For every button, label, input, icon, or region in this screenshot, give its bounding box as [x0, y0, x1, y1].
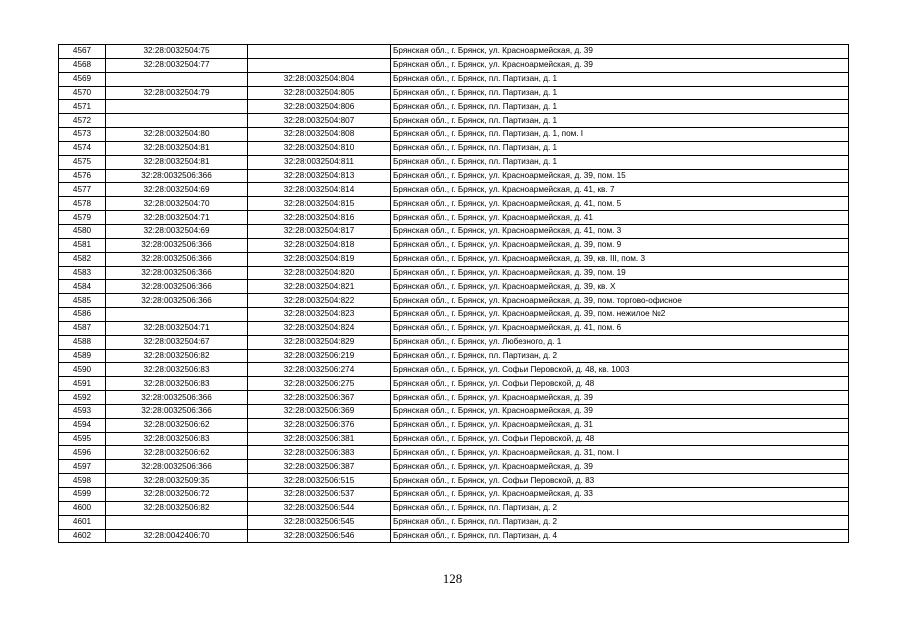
object-cadastral-number-cell: 32:28:0032504:824: [248, 321, 391, 335]
row-number-cell: 4602: [59, 529, 106, 543]
cadastral-number-cell: 32:28:0032504:70: [106, 197, 248, 211]
table-row: [59, 114, 849, 128]
object-cadastral-number-cell: 32:28:0032504:808: [248, 128, 391, 142]
cadastral-number-cell: [106, 515, 248, 529]
address-cell: Брянская обл., г. Брянск, пл. Партизан, д. 1, пом. I: [391, 128, 849, 142]
object-cadastral-number-cell: 32:28:0032506:219: [248, 349, 391, 363]
row-number-cell: 4581: [59, 238, 106, 252]
table-row: [59, 72, 849, 86]
row-number-cell: 4597: [59, 460, 106, 474]
row-number-cell: 4590: [59, 363, 106, 377]
address-cell: Брянская обл., г. Брянск, ул. Красноармейская, д. 39: [391, 391, 849, 405]
row-number-cell: 4571: [59, 100, 106, 114]
object-cadastral-number-cell: 32:28:0032504:813: [248, 169, 391, 183]
object-cadastral-number-cell: 32:28:0032506:544: [248, 501, 391, 515]
object-cadastral-number-cell: 32:28:0032506:545: [248, 515, 391, 529]
registry-table: [58, 44, 849, 543]
cadastral-number-cell: [106, 308, 248, 322]
cadastral-number-cell: 32:28:0032506:366: [106, 252, 248, 266]
table-row: [59, 460, 849, 474]
table-row: [59, 169, 849, 183]
cadastral-number-cell: 32:28:0032504:79: [106, 86, 248, 100]
cadastral-number-cell: 32:28:0032504:81: [106, 155, 248, 169]
table-row: [59, 404, 849, 418]
row-number-cell: 4572: [59, 114, 106, 128]
cadastral-number-cell: 32:28:0032504:81: [106, 141, 248, 155]
row-number-cell: 4588: [59, 335, 106, 349]
cadastral-number-cell: 32:28:0032506:83: [106, 377, 248, 391]
cadastral-number-cell: 32:28:0032506:83: [106, 363, 248, 377]
row-number-cell: 4568: [59, 58, 106, 72]
table-row: [59, 515, 849, 529]
table-row: [59, 100, 849, 114]
page-number: 128: [442, 571, 463, 586]
table-row: [59, 488, 849, 502]
cadastral-number-cell: 32:28:0032504:69: [106, 183, 248, 197]
row-number-cell: 4587: [59, 321, 106, 335]
row-number-cell: 4600: [59, 501, 106, 515]
table-row: [59, 501, 849, 515]
row-number-cell: 4584: [59, 280, 106, 294]
table-row: [59, 294, 849, 308]
table-row: [59, 349, 849, 363]
table-row: [59, 86, 849, 100]
row-number-cell: 4593: [59, 404, 106, 418]
object-cadastral-number-cell: 32:28:0032504:814: [248, 183, 391, 197]
address-cell: Брянская обл., г. Брянск, пл. Партизан, д. 1: [391, 114, 849, 128]
row-number-cell: 4582: [59, 252, 106, 266]
object-cadastral-number-cell: 32:28:0032504:823: [248, 308, 391, 322]
table-row: [59, 58, 849, 72]
address-cell: Брянская обл., г. Брянск, ул. Красноармейская, д. 31, пом. I: [391, 446, 849, 460]
table-row: [59, 280, 849, 294]
address-cell: Брянская обл., г. Брянск, пл. Партизан, д. 1: [391, 141, 849, 155]
row-number-cell: 4575: [59, 155, 106, 169]
cadastral-number-cell: 32:28:0032506:366: [106, 404, 248, 418]
object-cadastral-number-cell: 32:28:0032504:821: [248, 280, 391, 294]
cadastral-number-cell: 32:28:0032506:366: [106, 266, 248, 280]
address-cell: Брянская обл., г. Брянск, ул. Красноармейская, д. 39, пом. торгово-офисное: [391, 294, 849, 308]
table-row: [59, 183, 849, 197]
table-row: [59, 363, 849, 377]
table-row: [59, 391, 849, 405]
object-cadastral-number-cell: 32:28:0032506:546: [248, 529, 391, 543]
address-cell: Брянская обл., г. Брянск, пл. Партизан, д. 4: [391, 529, 849, 543]
row-number-cell: 4592: [59, 391, 106, 405]
address-cell: Брянская обл., г. Брянск, ул. Красноармейская, д. 41, пом. 3: [391, 224, 849, 238]
cadastral-number-cell: 32:28:0032504:75: [106, 45, 248, 59]
row-number-cell: 4595: [59, 432, 106, 446]
row-number-cell: 4576: [59, 169, 106, 183]
row-number-cell: 4570: [59, 86, 106, 100]
registry-table-body: [59, 45, 849, 543]
row-number-cell: 4586: [59, 308, 106, 322]
object-cadastral-number-cell: 32:28:0032504:815: [248, 197, 391, 211]
cadastral-number-cell: 32:28:0032506:82: [106, 349, 248, 363]
row-number-cell: 4585: [59, 294, 106, 308]
cadastral-number-cell: 32:28:0032504:80: [106, 128, 248, 142]
object-cadastral-number-cell: 32:28:0032506:537: [248, 488, 391, 502]
cadastral-number-cell: 32:28:0032506:366: [106, 460, 248, 474]
address-cell: Брянская обл., г. Брянск, ул. Красноармейская, д. 39, пом. 15: [391, 169, 849, 183]
table-row: [59, 141, 849, 155]
address-cell: Брянская обл., г. Брянск, пл. Партизан, д. 1: [391, 86, 849, 100]
cadastral-number-cell: 32:28:0032506:82: [106, 501, 248, 515]
address-cell: Брянская обл., г. Брянск, ул. Красноармейская, д. 39, кв. III, пом. 3: [391, 252, 849, 266]
address-cell: Брянская обл., г. Брянск, ул. Красноармейская, д. 39: [391, 45, 849, 59]
address-cell: Брянская обл., г. Брянск, ул. Красноармейская, д. 39: [391, 404, 849, 418]
address-cell: Брянская обл., г. Брянск, ул. Софьи Перовской, д. 83: [391, 474, 849, 488]
object-cadastral-number-cell: 32:28:0032504:810: [248, 141, 391, 155]
table-row: [59, 474, 849, 488]
object-cadastral-number-cell: 32:28:0032504:818: [248, 238, 391, 252]
address-cell: Брянская обл., г. Брянск, пл. Партизан, д. 1: [391, 155, 849, 169]
object-cadastral-number-cell: 32:28:0032504:807: [248, 114, 391, 128]
address-cell: Брянская обл., г. Брянск, ул. Красноармейская, д. 31: [391, 418, 849, 432]
table-row: [59, 377, 849, 391]
table-row: [59, 529, 849, 543]
table-row: [59, 252, 849, 266]
address-cell: Брянская обл., г. Брянск, пл. Партизан, д. 2: [391, 349, 849, 363]
cadastral-number-cell: 32:28:0032504:69: [106, 224, 248, 238]
address-cell: Брянская обл., г. Брянск, ул. Красноармейская, д. 39, пом. 9: [391, 238, 849, 252]
cadastral-number-cell: 32:28:0032506:62: [106, 418, 248, 432]
object-cadastral-number-cell: 32:28:0032506:367: [248, 391, 391, 405]
row-number-cell: 4599: [59, 488, 106, 502]
table-row: [59, 418, 849, 432]
row-number-cell: 4594: [59, 418, 106, 432]
table-row: [59, 432, 849, 446]
row-number-cell: 4580: [59, 224, 106, 238]
object-cadastral-number-cell: 32:28:0032506:274: [248, 363, 391, 377]
cadastral-number-cell: 32:28:0032506:72: [106, 488, 248, 502]
object-cadastral-number-cell: 32:28:0032506:381: [248, 432, 391, 446]
address-cell: Брянская обл., г. Брянск, ул. Софьи Перовской, д. 48, кв. 1003: [391, 363, 849, 377]
table-row: [59, 335, 849, 349]
address-cell: Брянская обл., г. Брянск, ул. Красноармейская, д. 39: [391, 460, 849, 474]
address-cell: Брянская обл., г. Брянск, пл. Партизан, д. 1: [391, 100, 849, 114]
object-cadastral-number-cell: 32:28:0032504:829: [248, 335, 391, 349]
cadastral-number-cell: 32:28:0042406:70: [106, 529, 248, 543]
address-cell: Брянская обл., г. Брянск, пл. Партизан, д. 1: [391, 72, 849, 86]
object-cadastral-number-cell: 32:28:0032504:817: [248, 224, 391, 238]
object-cadastral-number-cell: [248, 58, 391, 72]
row-number-cell: 4579: [59, 211, 106, 225]
cadastral-number-cell: [106, 100, 248, 114]
object-cadastral-number-cell: 32:28:0032504:816: [248, 211, 391, 225]
row-number-cell: 4583: [59, 266, 106, 280]
address-cell: Брянская обл., г. Брянск, ул. Красноармейская, д. 41: [391, 211, 849, 225]
object-cadastral-number-cell: 32:28:0032506:369: [248, 404, 391, 418]
row-number-cell: 4577: [59, 183, 106, 197]
object-cadastral-number-cell: 32:28:0032506:376: [248, 418, 391, 432]
table-row: [59, 238, 849, 252]
row-number-cell: 4598: [59, 474, 106, 488]
cadastral-number-cell: 32:28:0032504:71: [106, 321, 248, 335]
address-cell: Брянская обл., г. Брянск, пл. Партизан, д. 2: [391, 501, 849, 515]
cadastral-number-cell: 32:28:0032506:83: [106, 432, 248, 446]
object-cadastral-number-cell: 32:28:0032506:387: [248, 460, 391, 474]
cadastral-number-cell: [106, 114, 248, 128]
cadastral-number-cell: 32:28:0032506:366: [106, 294, 248, 308]
table-row: [59, 211, 849, 225]
cadastral-number-cell: 32:28:0032506:62: [106, 446, 248, 460]
table-row: [59, 224, 849, 238]
table-row: [59, 321, 849, 335]
table-row: [59, 266, 849, 280]
address-cell: Брянская обл., г. Брянск, ул. Красноармейская, д. 39, кв. X: [391, 280, 849, 294]
row-number-cell: 4567: [59, 45, 106, 59]
row-number-cell: 4596: [59, 446, 106, 460]
row-number-cell: 4578: [59, 197, 106, 211]
object-cadastral-number-cell: 32:28:0032506:275: [248, 377, 391, 391]
table-row: [59, 197, 849, 211]
address-cell: Брянская обл., г. Брянск, ул. Красноармейская, д. 39, пом. нежилое №2: [391, 308, 849, 322]
table-row: [59, 45, 849, 59]
table-row: [59, 308, 849, 322]
address-cell: Брянская обл., г. Брянск, ул. Красноармейская, д. 41, пом. 6: [391, 321, 849, 335]
row-number-cell: 4569: [59, 72, 106, 86]
object-cadastral-number-cell: 32:28:0032504:819: [248, 252, 391, 266]
address-cell: Брянская обл., г. Брянск, ул. Красноармейская, д. 33: [391, 488, 849, 502]
cadastral-number-cell: 32:28:0032506:366: [106, 391, 248, 405]
object-cadastral-number-cell: 32:28:0032504:822: [248, 294, 391, 308]
cadastral-number-cell: 32:28:0032506:366: [106, 169, 248, 183]
cadastral-number-cell: 32:28:0032504:71: [106, 211, 248, 225]
cadastral-number-cell: 32:28:0032506:366: [106, 238, 248, 252]
row-number-cell: 4589: [59, 349, 106, 363]
address-cell: Брянская обл., г. Брянск, ул. Красноармейская, д. 41, кв. 7: [391, 183, 849, 197]
address-cell: Брянская обл., г. Брянск, ул. Любезного, д. 1: [391, 335, 849, 349]
address-cell: Брянская обл., г. Брянск, пл. Партизан, д. 2: [391, 515, 849, 529]
object-cadastral-number-cell: 32:28:0032506:515: [248, 474, 391, 488]
table-row: [59, 155, 849, 169]
object-cadastral-number-cell: 32:28:0032504:811: [248, 155, 391, 169]
address-cell: Брянская обл., г. Брянск, ул. Софьи Перовской, д. 48: [391, 432, 849, 446]
object-cadastral-number-cell: [248, 45, 391, 59]
object-cadastral-number-cell: 32:28:0032504:804: [248, 72, 391, 86]
cadastral-number-cell: [106, 72, 248, 86]
object-cadastral-number-cell: 32:28:0032504:805: [248, 86, 391, 100]
object-cadastral-number-cell: 32:28:0032506:383: [248, 446, 391, 460]
table-row: [59, 446, 849, 460]
cadastral-number-cell: 32:28:0032506:366: [106, 280, 248, 294]
address-cell: Брянская обл., г. Брянск, ул. Красноармейская, д. 39: [391, 58, 849, 72]
row-number-cell: 4573: [59, 128, 106, 142]
object-cadastral-number-cell: 32:28:0032504:806: [248, 100, 391, 114]
table-row: [59, 128, 849, 142]
cadastral-number-cell: 32:28:0032509:35: [106, 474, 248, 488]
address-cell: Брянская обл., г. Брянск, ул. Красноармейская, д. 41, пом. 5: [391, 197, 849, 211]
object-cadastral-number-cell: 32:28:0032504:820: [248, 266, 391, 280]
address-cell: Брянская обл., г. Брянск, ул. Софьи Перовской, д. 48: [391, 377, 849, 391]
cadastral-number-cell: 32:28:0032504:67: [106, 335, 248, 349]
row-number-cell: 4574: [59, 141, 106, 155]
row-number-cell: 4601: [59, 515, 106, 529]
row-number-cell: 4591: [59, 377, 106, 391]
address-cell: Брянская обл., г. Брянск, ул. Красноармейская, д. 39, пом. 19: [391, 266, 849, 280]
cadastral-number-cell: 32:28:0032504:77: [106, 58, 248, 72]
